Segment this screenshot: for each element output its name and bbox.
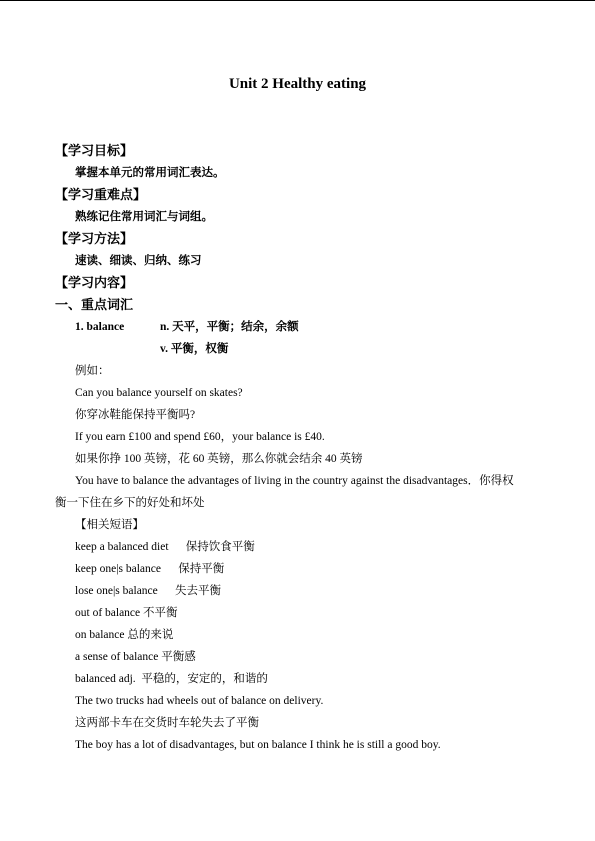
example-1-zh: 你穿冰鞋能保持平衡吗? bbox=[75, 409, 196, 421]
phrase-item: keep one|s balance 保持平衡 bbox=[75, 563, 225, 575]
example-3-en-line1: You have to balance the advantages of living in the country against the disadvantages．你得权 bbox=[75, 475, 514, 487]
phrase-example-en: The two trucks had wheels out of balance on delivery. bbox=[75, 695, 324, 707]
phrase-item: on balance 总的来说 bbox=[75, 629, 174, 641]
difficulty-text: 熟练记住常用词汇与词组。 bbox=[75, 211, 213, 223]
vocab-heading: 一、重点词汇 bbox=[55, 297, 134, 312]
goal-heading: 【学习目标】 bbox=[55, 143, 134, 158]
phrases-heading: 【相关短语】 bbox=[75, 519, 144, 531]
phrase-item: balanced adj. 平稳的，安定的，和谐的 bbox=[75, 673, 268, 685]
noun-definition: n. 天平，平衡；结余，余额 bbox=[160, 321, 299, 333]
phrase-item: keep a balanced diet 保持饮食平衡 bbox=[75, 541, 255, 553]
vocab-word: 1. balance bbox=[75, 321, 125, 333]
example-2-zh: 如果你挣 100 英镑，花 60 英镑，那么你就会结余 40 英镑 bbox=[75, 453, 363, 465]
example-3-en-line2: 衡一下住在乡下的好处和坏处 bbox=[55, 497, 205, 509]
difficulty-heading: 【学习重难点】 bbox=[55, 187, 147, 202]
phrase-item: a sense of balance 平衡感 bbox=[75, 651, 196, 663]
examples-label: 例如： bbox=[75, 365, 110, 377]
content-heading: 【学习内容】 bbox=[55, 275, 134, 290]
phrase-example-en: The boy has a lot of disadvantages, but on balance I think he is still a good boy. bbox=[75, 739, 441, 751]
goal-text: 掌握本单元的常用词汇表达。 bbox=[75, 167, 225, 179]
header-rule bbox=[0, 0, 595, 1]
example-2-en: If you earn £100 and spend £60，your balance is £40. bbox=[75, 431, 325, 443]
phrase-item: lose one|s balance 失去平衡 bbox=[75, 585, 222, 597]
example-1-en: Can you balance yourself on skates? bbox=[75, 387, 243, 399]
method-text: 速读、细读、归纳、练习 bbox=[75, 255, 202, 267]
page-title: Unit 2 Healthy eating bbox=[228, 76, 367, 92]
phrase-item: out of balance 不平衡 bbox=[75, 607, 178, 619]
verb-definition: v. 平衡，权衡 bbox=[160, 343, 229, 355]
method-heading: 【学习方法】 bbox=[55, 231, 134, 246]
phrase-example-zh: 这两部卡车在交货时车轮失去了平衡 bbox=[75, 717, 259, 729]
